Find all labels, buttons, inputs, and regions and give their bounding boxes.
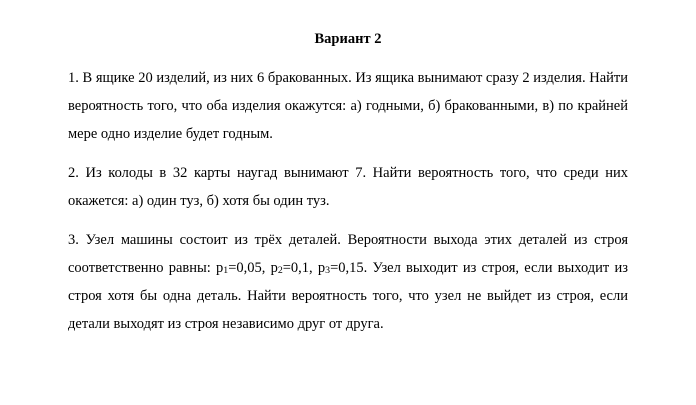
problem-3-text-part-2: =0,05, p — [228, 260, 278, 276]
problem-3 — [68, 226, 628, 338]
problem-3-text-part-1: 3. Узел машины состоит из трёх деталей. Вероятности выхода этих деталей из строя соответственно равны: p — [68, 232, 628, 276]
problem-2-text: 2. Из колоды в 32 карты наугад вынимают 7. Найти вероятность того, что среди них окажется: а) один туз, б) хотя бы один туз. — [68, 165, 628, 209]
problem-2 — [68, 159, 628, 215]
problem-3-subscript-3: 3 — [325, 265, 331, 277]
problem-3-text-part-3: =0,1, p — [282, 260, 326, 276]
problem-3-subscript-1: 1 — [223, 265, 229, 277]
problem-3-text-part-4: =0,15. Узел выходит из строя, если выходит из строя хотя бы одна деталь. Найти вероятность того, что узел не выйдет из строя, если детали выходят из строя независимо друг от друга. — [68, 260, 628, 332]
problem-1 — [68, 64, 628, 148]
document-title: Вариант 2 — [314, 31, 382, 47]
problem-3-subscript-2: 2 — [277, 265, 283, 277]
problem-1-text: 1. В ящике 20 изделий, из них 6 бракованных. Из ящика вынимают сразу 2 изделия. Найти вероятность того, что оба изделия окажутся: а) годными, б) бракованными, в) по крайней мере одно изделие будет годным. — [68, 70, 628, 142]
